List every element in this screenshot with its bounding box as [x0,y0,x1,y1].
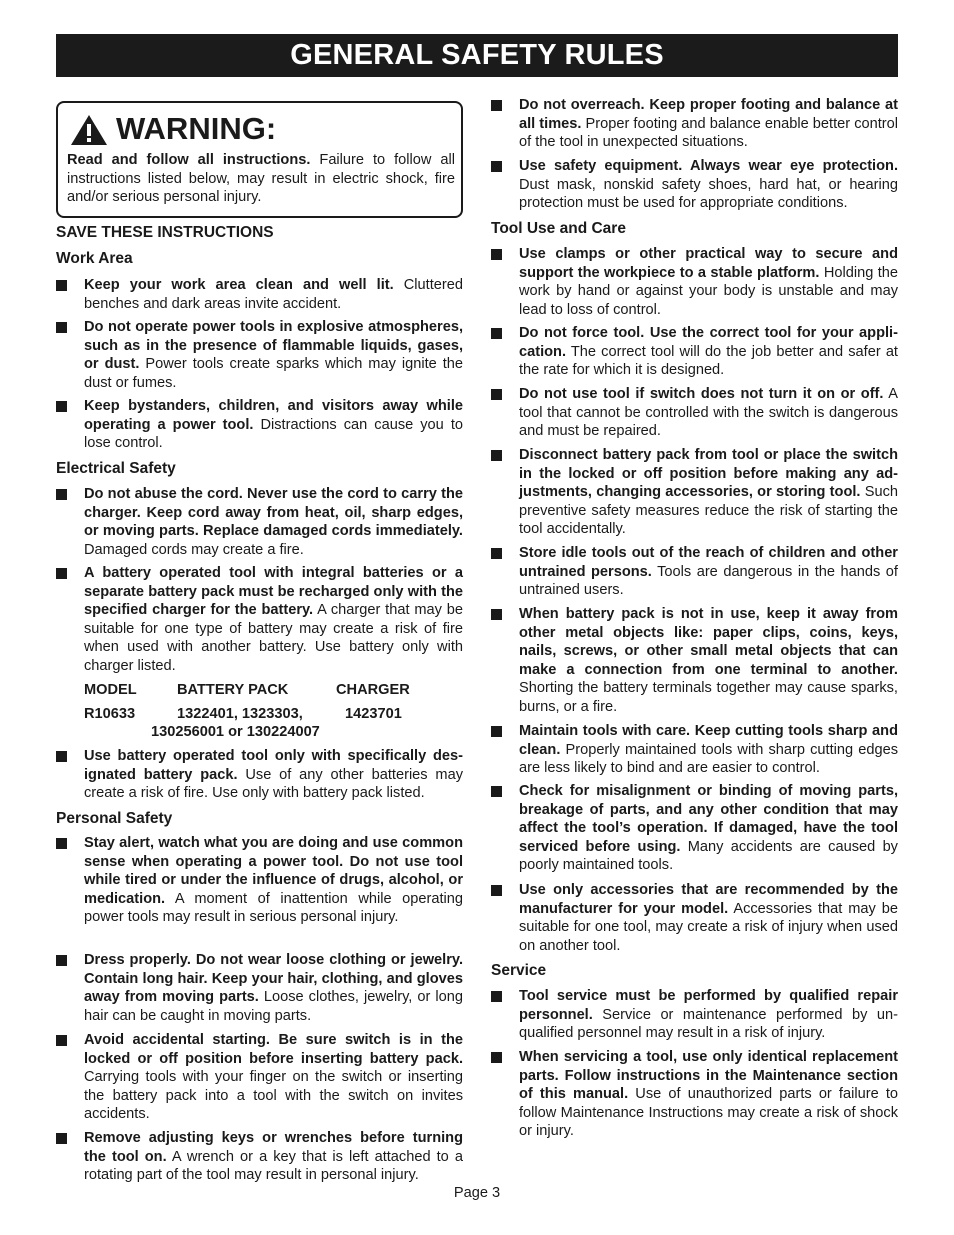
bullet-square-icon [56,955,67,966]
item-text: A charger that may be suitable for one type of battery may create a risk of fire when used with another battery. Use battery only with charger listed. [84,602,463,674]
bullet-square-icon [491,450,502,461]
work-area-heading: Work Area [56,250,133,267]
item-text: Tools are dangerous in the hands of untrained users. [519,563,898,599]
item-bold: Disconnect battery pack from tool or place the switch in the locked or off position before making any adjustments, changing accessories, or storing tool. [519,447,898,501]
item-text: A moment of inattention while operating power tools may result in serious personal injury. [84,890,463,926]
table-header-charger: CHARGER [336,682,410,698]
item-text: Properly maintained tools with sharp cutting edges are less likely to bind and are easier to control. [519,741,898,777]
item-bold: Maintain tools with care. Keep cutting tools sharp and clean. [519,723,898,758]
tool-use-heading: Tool Use and Care [491,220,626,237]
bullet-square-icon [491,328,502,339]
item-bold: Keep bystanders, children, and visitors away while operating a power tool. [84,398,463,433]
item-text: Loose clothes, jewelry, or long hair can be caught in moving parts. [84,989,463,1024]
item-bold: Use battery operated tool only with specifically designated battery pack. [84,748,463,783]
warning-triangle-icon [70,114,108,146]
item-bold: Use only accessories that are recommended by the manufacturer for your model. [519,882,898,917]
item-bold: Do not use tool if switch does not turn it on or off. [519,386,884,402]
save-instructions-heading: SAVE THESE INSTRUCTIONS [56,224,274,241]
bullet-square-icon [56,280,67,291]
table-header-battery-pack: BATTERY PACK [177,682,289,698]
item-bold: Use clamps or other practical way to secure and support the workpiece to a stable platform. [519,246,898,281]
item-text: Shorting the battery terminals together may cause sparks, burns, or a fire. [519,680,898,715]
warning-box [56,101,463,218]
item-text: Such preventive safety measures reduce the risk of starting the tool accidentally. [519,484,898,538]
item-bold: Keep your work area clean and well lit. [84,277,394,293]
service-heading: Service [491,962,547,979]
bullet-square-icon [56,322,67,333]
item-bold: Tool service must be performed by qualified repair personnel. [519,988,898,1023]
electrical-safety-heading: Electrical Safety [56,460,176,477]
bullet-square-icon [491,548,502,559]
table-cell-model: R10633 [84,706,136,722]
item-bold: Stay alert, watch what you are doing and use common sense when operating a power tool. Do not use tool while tired or under the influence of drugs, alcohol, or medication. [84,835,463,907]
item-text: Distractions can cause you to lose control. [84,416,463,452]
table-cell-pack-line2: 130256001 or 130224007 [151,724,320,740]
item-bold: Do not operate power tools in explosive atmospheres, such as in the presence of flammable liquids, gases, or dust. [84,319,463,373]
bullet-square-icon [491,609,502,620]
warning-text [67,151,455,207]
item-bold: When battery pack is not in use, keep it away from other metal objects like: paper clips, coins, keys, nails, screws, or other small metal objects that can make a connection from one terminal to another. [519,606,898,678]
item-text: Carrying tools with your finger on the switch or inserting the battery pack into a tool with the switch on invites accidents. [84,1069,463,1123]
item-text: The correct tool will do the job better and safer at the rate for which it is designed. [519,343,898,379]
bullet-square-icon [56,1035,67,1046]
warning-body: Failure to follow all instructions listed below, may result in electric shock, fire and/or serious personal injury. [67,152,455,206]
item-bold: Remove adjusting keys or wrenches before turning the tool on. [84,1130,463,1165]
warning-label: WARNING: [116,111,277,146]
bullet-square-icon [491,100,502,111]
item-bold: Do not abuse the cord. Never use the cord to carry the charger. Keep cord away from heat, oil, sharp edges, or moving parts. Replace damaged cords immediately. [84,486,463,540]
item-text: Cluttered benches and dark areas invite accident. [84,277,463,312]
item-bold: Dress properly. Do not wear loose clothing or jewelry. Contain long hair. Keep your hair, clothing, and gloves away from moving parts. [84,952,463,1006]
table-cell-charger: 1423701 [345,706,402,722]
item-text: Dust mask, nonskid safety shoes, hard hat, or hearing protection must be used for appropriate conditions. [519,176,898,212]
item-bold: Use safety equipment. Always wear eye protection. [519,158,898,174]
bullet-square-icon [56,489,67,500]
item-text: A tool that cannot be controlled with the switch is dangerous and must be repaired. [519,386,898,440]
table-header-model: MODEL [84,682,137,698]
item-bold: Avoid accidental starting. Be sure switch is in the locked or off position before inserting battery pack. [84,1032,463,1067]
item-bold: A battery operated tool with integral batteries or a separate battery pack must be recharged only with the specified charger for the battery. [84,565,463,619]
item-bold: When servicing a tool, use only identical replacement parts. Follow instructions in the Maintenance section of this manual. [519,1049,898,1103]
personal-safety-heading: Personal Safety [56,810,173,827]
bullet-square-icon [56,401,67,412]
bullet-square-icon [56,568,67,579]
item-text: Many accidents are caused by poorly maintained tools. [519,838,898,874]
bullet-square-icon [56,838,67,849]
page-title: GENERAL SAFETY RULES [56,34,898,77]
item-bold: Store idle tools out of the reach of children and other untrained persons. [519,545,898,580]
item-text: Accessories that may be suitable for one tool, may create a risk of injury when used on another tool. [519,900,898,954]
item-bold: Do not overreach. Keep proper footing and balance at all times. [519,97,898,132]
bullet-square-icon [491,991,502,1002]
page-number: Page 3 [453,1185,501,1201]
item-text: Use of unauthorized parts or failure to follow Maintenance Instructions may create a risk of shock or injury. [519,1086,898,1140]
item-text: Proper footing and balance enable better control of the tool in unexpected situations. [519,115,898,151]
warning-lead: Read and follow all instructions. [67,152,311,168]
bullet-square-icon [491,249,502,260]
bullet-square-icon [491,1052,502,1063]
item-bold: Do not force tool. Use the correct tool for your application. [519,325,898,360]
item-text: Damaged cords may create a fire. [84,541,304,558]
item-text: Use of any other batteries may create a risk of fire. Use only with battery pack listed. [84,766,463,802]
item-bold: Check for misalignment or binding of moving parts, breakage of parts, and any other condition that may affect the tool’s operation. If damaged, have the tool serviced before using. [519,783,898,855]
table-cell-pack-line1: 1322401, 1323303, [177,706,303,722]
item-text: Power tools create sparks which may ignite the dust or fumes. [84,356,463,391]
bullet-square-icon [491,726,502,737]
bullet-square-icon [491,786,502,797]
item-text: Service or maintenance performed by unqualified personnel may result in a risk of injury. [519,1006,898,1042]
bullet-square-icon [56,751,67,762]
bullet-square-icon [491,389,502,400]
bullet-square-icon [491,161,502,172]
item-text: A wrench or a key that is left attached to a rotating part of the tool may result in personal injury. [84,1148,463,1184]
bullet-square-icon [491,885,502,896]
item-text: Holding the work by hand or against your body is unstable and may lead to loss of control. [519,264,898,318]
bullet-square-icon [56,1133,67,1144]
